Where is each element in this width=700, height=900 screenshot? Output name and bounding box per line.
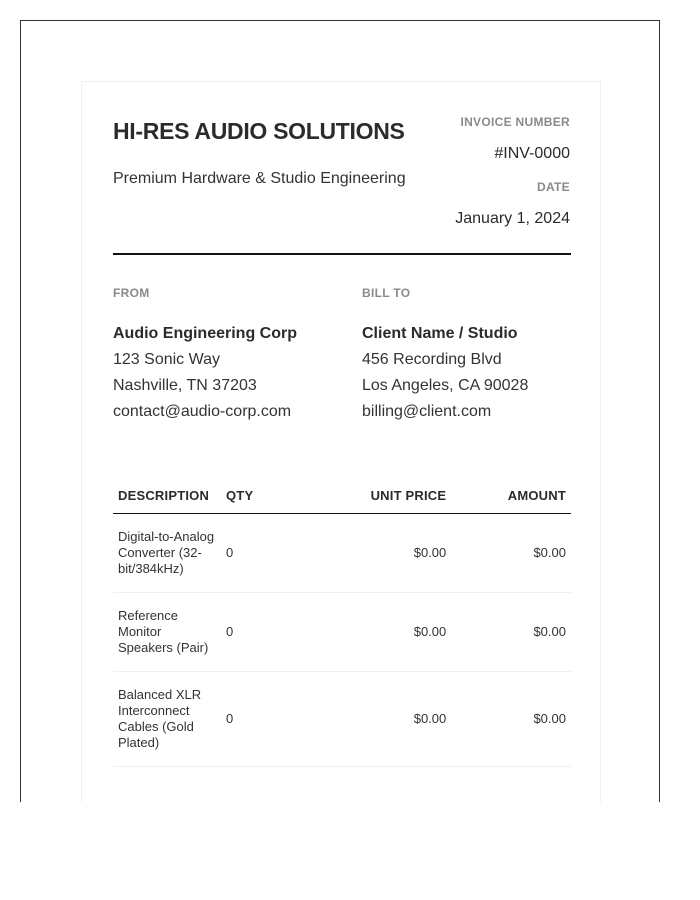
- invoice-number: #INV-0000: [494, 145, 570, 162]
- company-name: HI-RES AUDIO SOLUTIONS: [113, 118, 405, 144]
- table-header-row: [113, 480, 571, 514]
- column-header-amount: AMOUNT: [451, 480, 571, 514]
- date-label: DATE: [537, 180, 570, 194]
- header-divider: [113, 253, 571, 255]
- item-amount: $0.00: [451, 672, 571, 767]
- item-qty: 0: [221, 672, 301, 767]
- bill-to-name: Client Name / Studio: [362, 325, 518, 342]
- page-frame: [20, 20, 660, 802]
- item-unit-price: $0.00: [301, 672, 451, 767]
- invoice-number-label: INVOICE NUMBER: [460, 115, 570, 129]
- from-label: FROM: [113, 286, 150, 300]
- column-header-description: DESCRIPTION: [113, 480, 221, 514]
- from-address-line2: Nashville, TN 37203: [113, 377, 257, 394]
- item-unit-price: $0.00: [301, 593, 451, 672]
- bill-to-email: billing@client.com: [362, 403, 492, 420]
- item-amount: $0.00: [451, 593, 571, 672]
- from-address-line1: 123 Sonic Way: [113, 351, 221, 368]
- bill-to-address-line1: 456 Recording Blvd: [362, 351, 502, 368]
- column-header-qty: QTY: [221, 480, 301, 514]
- table-row: [113, 672, 571, 767]
- bill-to-label: BILL TO: [362, 286, 411, 300]
- column-header-unit-price: UNIT PRICE: [301, 480, 451, 514]
- table-row: [113, 514, 571, 593]
- from-email: contact@audio-corp.com: [113, 403, 292, 420]
- company-tagline: Premium Hardware & Studio Engineering: [113, 170, 406, 187]
- invoice-date: January 1, 2024: [455, 210, 570, 227]
- invoice-sheet: [81, 81, 601, 802]
- item-description: Reference Monitor Speakers (Pair): [113, 593, 221, 672]
- item-description: Balanced XLR Interconnect Cables (Gold Plated): [113, 672, 221, 767]
- line-items-table: [113, 480, 571, 767]
- item-description: Digital-to-Analog Converter (32-bit/384kHz): [113, 514, 221, 593]
- table-row: [113, 593, 571, 672]
- bill-to-section: [362, 286, 582, 425]
- item-qty: 0: [221, 514, 301, 593]
- item-qty: 0: [221, 593, 301, 672]
- from-name: Audio Engineering Corp: [113, 325, 297, 342]
- item-amount: $0.00: [451, 514, 571, 593]
- from-section: [113, 286, 333, 425]
- item-unit-price: $0.00: [301, 514, 451, 593]
- bill-to-address-line2: Los Angeles, CA 90028: [362, 377, 529, 394]
